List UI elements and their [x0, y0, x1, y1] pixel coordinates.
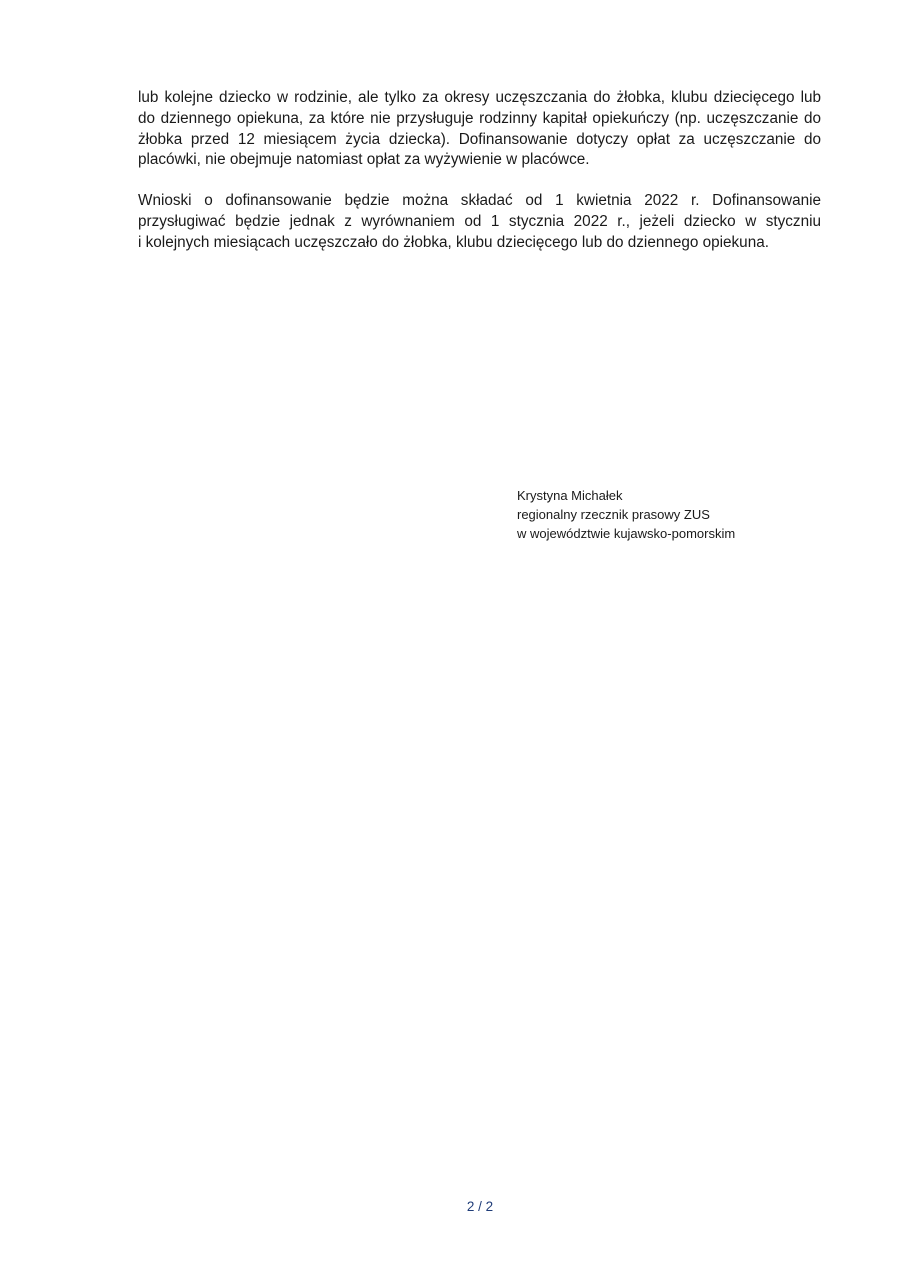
paragraph-line: przysługiwać będzie jednak z wyrównaniem od 1 stycznia 2022 r., jeżeli dziecko w styczniu: [138, 212, 821, 230]
paragraph-line: żłobka przed 12 miesiącem życia dziecka). Dofinansowanie dotyczy opłat za uczęszczanie do: [138, 130, 821, 148]
paragraph-line: lub kolejne dziecko w rodzinie, ale tylko za okresy uczęszczania do żłobka, klubu dziecięcego lub: [138, 89, 821, 106]
paragraph-line: placówki, nie obejmuje natomiast opłat za wyżywienie w placówce.: [138, 151, 590, 169]
paragraph-line: Wnioski o dofinansowanie będzie można składać od 1 kwietnia 2022 r. Dofinansowanie: [138, 192, 821, 209]
signature-name: Krystyna Michałek: [517, 488, 623, 503]
paragraph-line: do dziennego opiekuna, za które nie przysługuje rodzinny kapitał opiekuńczy (np. uczęszczanie do: [138, 109, 821, 127]
signature-role: regionalny rzecznik prasowy ZUS: [517, 507, 710, 522]
paragraph-applications: [138, 191, 821, 253]
signature-block: [517, 486, 735, 543]
paragraph-eligibility: [138, 88, 821, 171]
paragraph-line: i kolejnych miesiącach uczęszczało do żłobka, klubu dziecięcego lub do dziennego opiekuna.: [138, 233, 769, 251]
page-number: 2 / 2: [466, 1199, 494, 1214]
signature-region: w województwie kujawsko-pomorskim: [517, 526, 736, 541]
